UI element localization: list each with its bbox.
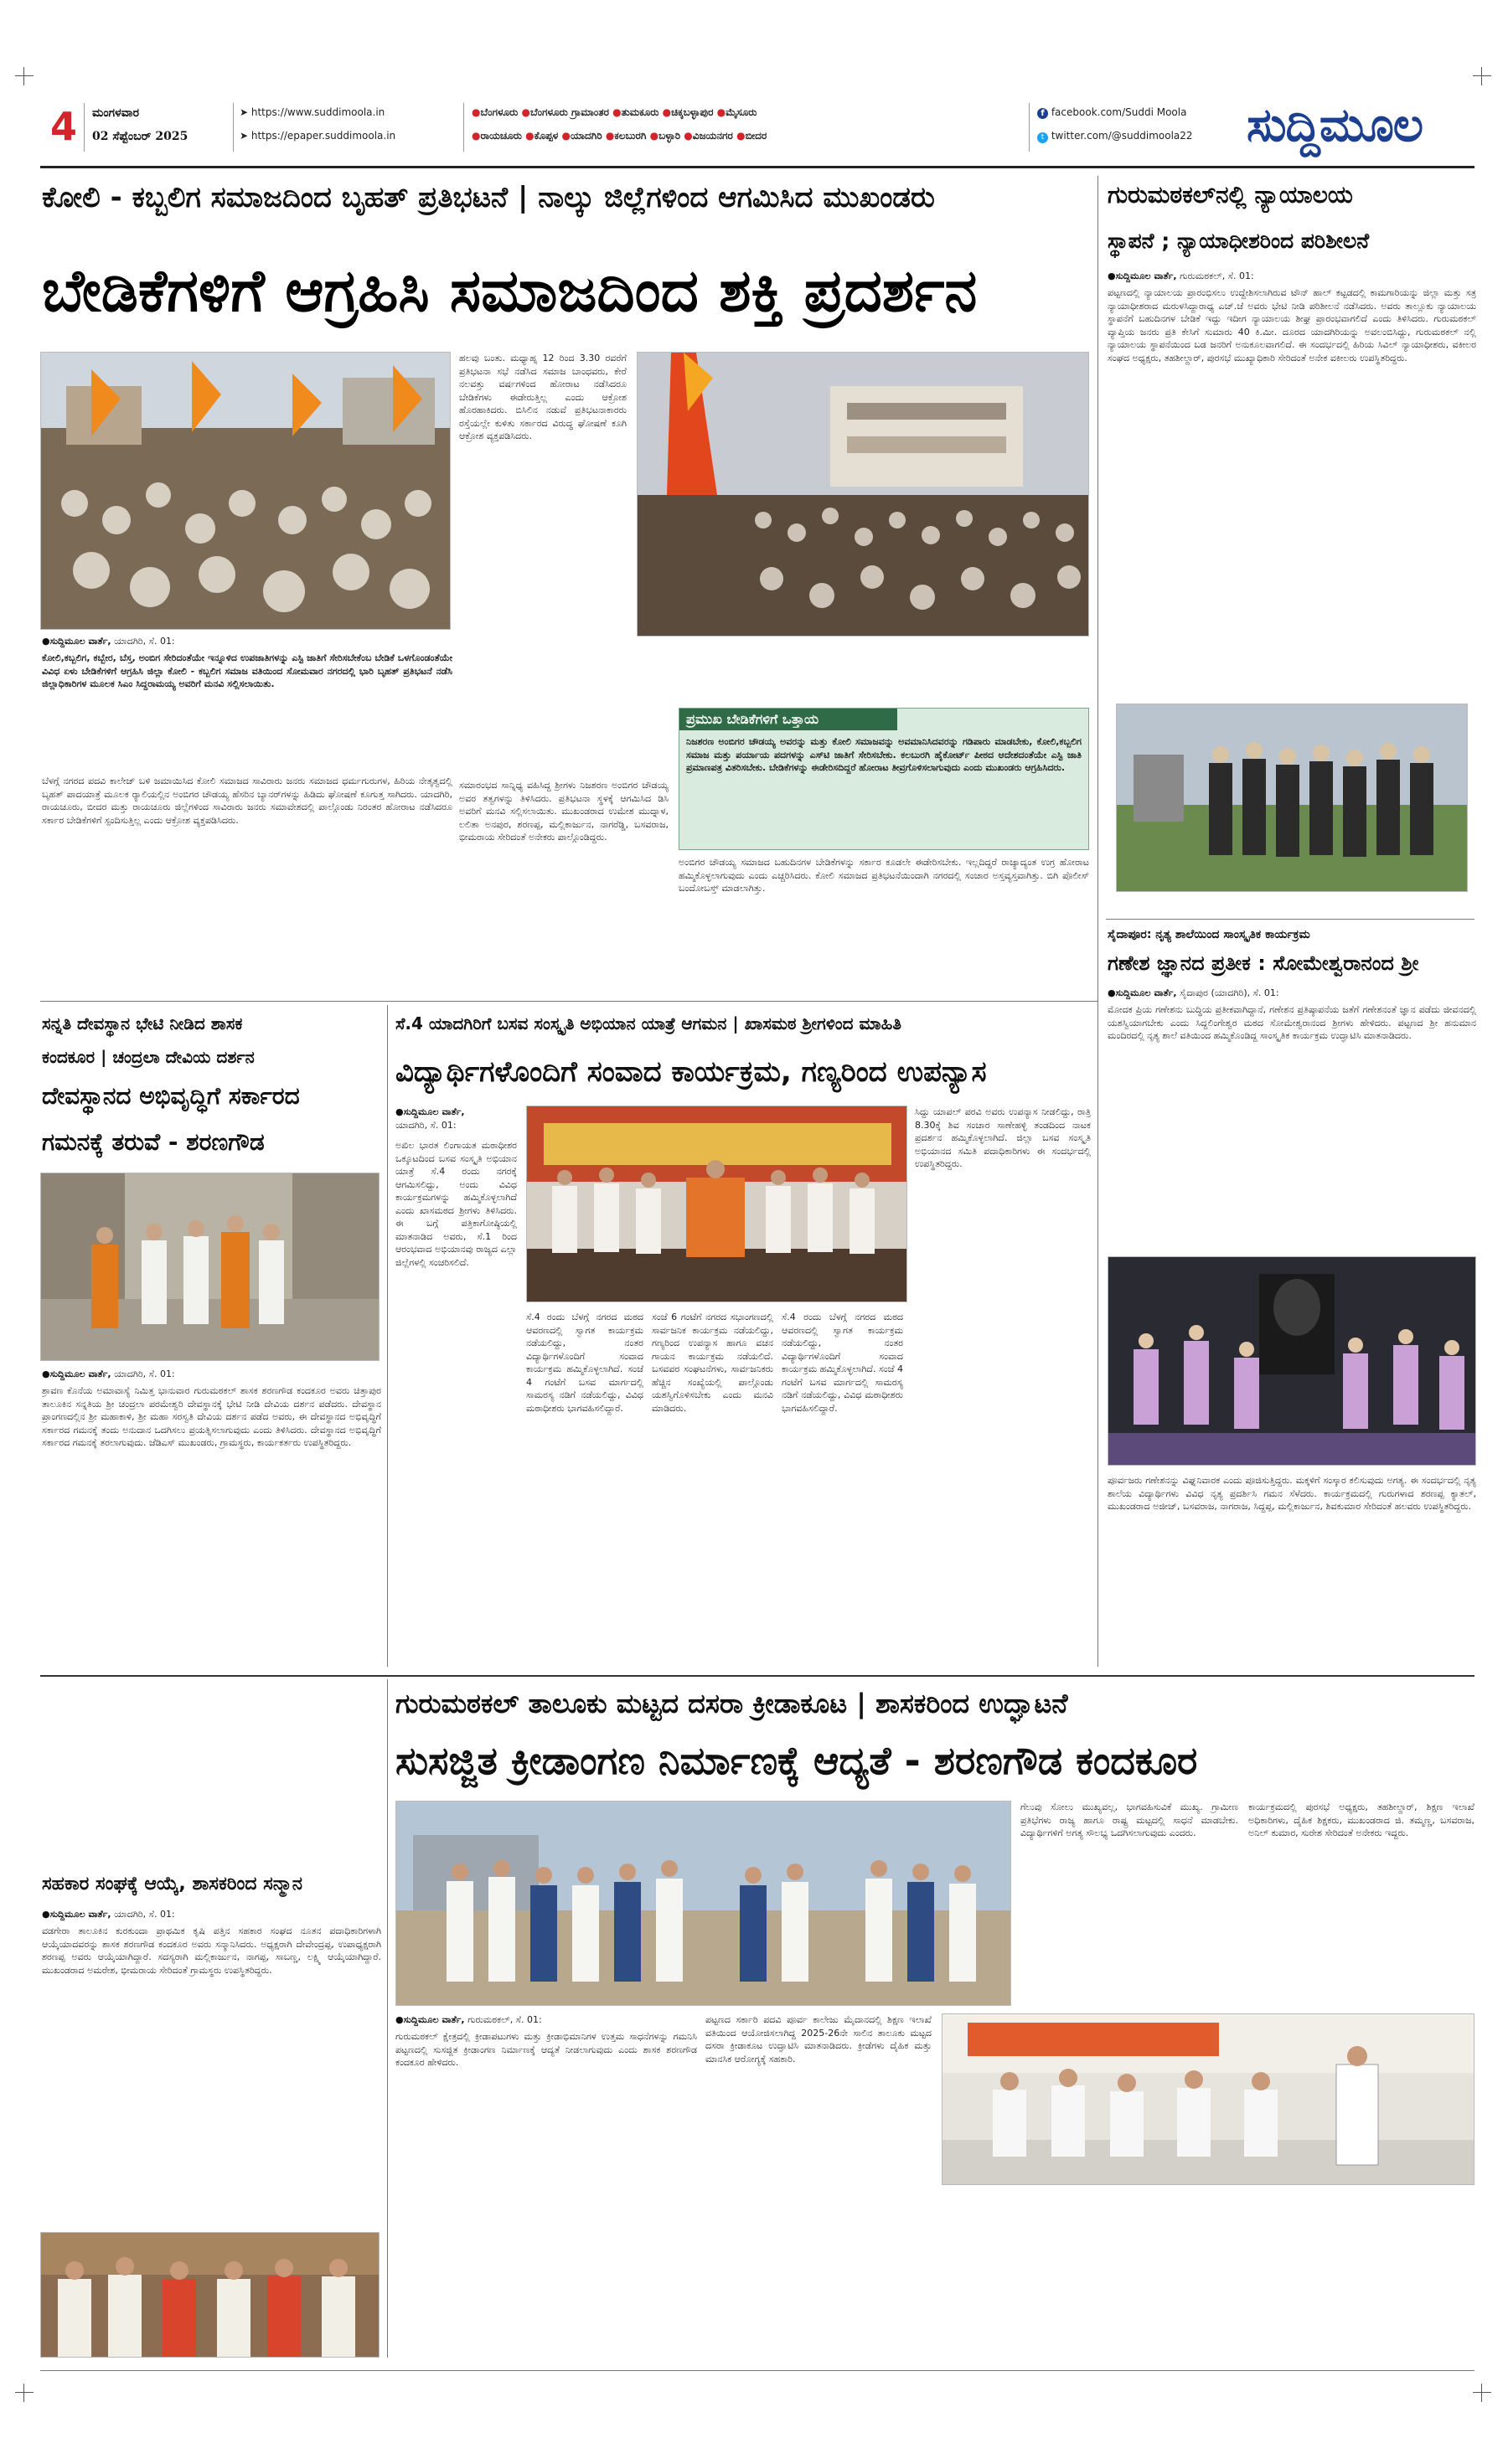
story5-kicker: ಸೆ.4 ಯಾದಗಿರಿಗೆ ಬಸವ ಸಂಸ್ಕೃತಿ ಅಭಿಯಾನ ಯಾತ್ರೆ ಆಗಮನ | ಖಾಸಮಠ ಶ್ರೀಗಳಿಂದ ಮಾಹಿತಿ (395, 1013, 901, 1034)
story5-body-col4: ಸಿದ್ದು ಯಾಪಲ್ ಪರವಿ ಅವರು ಉಪನ್ಯಾಸ ನೀಡಲಿದ್ದು, ರಾತ್ರಿ 8.30ಕ್ಕೆ ಶಿವ ಸಂಚಾರ ಸಾಣೇಹಳ್ಳಿ ತಂಡದಿಂದ ನಾಟಕ ಪ್ರದರ್ಶನ ಹಮ್ಮಿಕೊಳ್ಳಲಾಗಿದೆ. ಜಿಲ್ಲಾ ಬಸವ ಸಂಸ್ಕೃತಿ ಅಭಿಯಾನದ ಸಮಿತಿ ಪದಾಧಿಕಾರಿಗಳು ಈ ಸಂದರ್ಭದಲ್ಲಿ ಉಪಸ್ಥಿತರಿದ್ದರು. (915, 1106, 1091, 1169)
nav-item-yadgir[interactable]: ಯಾದಗಿರಿ (570, 130, 602, 142)
nav-item-bengaluru-rural[interactable]: ಬೆಂಗಳೂರು ಗ್ರಾಮಾಂತರ (529, 106, 609, 118)
bottom-rule (40, 2370, 1474, 2371)
story1-body-col1: ಬೆಳಗ್ಗೆ ನಗರದ ಪದವಿ ಕಾಲೇಜ್ ಬಳಿ ಜಮಾಯಿಸಿದ ಕೋಲಿ ಸಮಾಜದ ಸಾವಿರಾರು ಜನರು ಸಮಾಜದ ಧರ್ಮಗುರುಗಳ, ಹಿರಿಯ ನೇತೃತ್ವದಲ್ಲಿ ಬೃಹತ್ ಪಾದಯಾತ್ರೆ ಮೂಲಕ ರ‍್ಯಾಲಿಯಲ್ಲಿನ ಅಂಬಿಗರ ಚೌಡಯ್ಯ ಹೆಸರಿನ ಬ್ಯಾನರ್‌ಗಳನ್ನು ಹಿಡಿದು ಘೋಷಣೆ ಕೂಗುತ್ತ ಸಾಗಿದರು. ಯಾದಗಿರಿ, ರಾಯಚೂರು, ಬೀದರ ಮತ್ತು ರಾಯಚೂರು ಜಿಲ್ಲೆಗಳಿಂದ ಸಾವಿರಾರು ಜನರು ಸಮಾವೇಶದಲ್ಲಿ ಪಾಲ್ಗೊಂಡು ನಿರಂತರ ಹೋರಾಟ ನಡೆಸಿದರೂ ಸರ್ಕಾರ ಬೇಡಿಕೆಗಳಿಗೆ ಸ್ಪಂದಿಸುತ್ತಿಲ್ಲ ಎಂದು ಆಕ್ರೋಶ ವ್ಯಕ್ತಪಡಿಸಿದರು. (42, 776, 452, 826)
story4-kicker-line2: ಕಂದಕೂರ | ಚಂದ್ರಲಾ ದೇವಿಯ ದರ್ಶನ (42, 1047, 255, 1067)
section-rule (40, 1675, 1474, 1677)
story3-byline: ●ಸುದ್ದಿಮೂಲ ವಾರ್ತೆ, ಸೈದಾಪುರ (ಯಾದಗಿರಿ), ಸೆ. 01: (1108, 987, 1279, 998)
story1-demands-box (679, 708, 1089, 850)
nav-item-koppal[interactable]: ಕೊಪ್ಪಳ (534, 130, 559, 142)
story2-headline-line1: ಗುರುಮಠಕಲ್‌ನಲ್ಲಿ ನ್ಯಾಯಾಲಯ (1108, 181, 1353, 209)
story7-body: ವಡಗೇರಾ ತಾಲೂಕಿನ ಕುರಕುಂದಾ ಪ್ರಾಥಮಿಕ ಕೃಷಿ ಪತ್ತಿನ ಸಹಕಾರ ಸಂಘದ ನೂತನ ಪದಾಧಿಕಾರಿಗಳಾಗಿ ಆಯ್ಕೆಯಾದವರನ್ನು ಶಾಸಕ ಶರಣಗೌಡ ಕಂದಕೂರ ಅವರು ಸನ್ಮಾನಿಸಿದರು. ಅಧ್ಯಕ್ಷರಾಗಿ ದೇವೇಂದ್ರಪ್ಪ, ಉಪಾಧ್ಯಕ್ಷರಾಗಿ ಶರಣಪ್ಪ ಅವರು ಆಯ್ಕೆಯಾಗಿದ್ದಾರೆ. ಸದಸ್ಯರಾಗಿ ಮಲ್ಲಿಕಾರ್ಜುನ, ನಾಗಪ್ಪ, ಸಾಬಣ್ಣ, ಲಕ್ಷ್ಮಿ ಆಯ್ಕೆಯಾಗಿದ್ದಾರೆ. ಮುಖಂಡರಾದ ಅಮರೇಶ, ಭೀಮರಾಯ ಸೇರಿದಂತೆ ಗ್ರಾಮಸ್ಥರು ಉಪಸ್ಥಿತರಿದ್ದರು. (42, 1925, 381, 1976)
temple-visit-image (41, 1173, 380, 1361)
story5-body-col2: ಸೆ.4 ರಂದು ಬೆಳಗ್ಗೆ ನಗರದ ಮಠದ ಆವರಣದಲ್ಲಿ ಸ್ವಾಗತ ಕಾರ್ಯಕ್ರಮ ನಡೆಯಲಿದ್ದು, ನಂತರ ವಿದ್ಯಾರ್ಥಿಗಳೊಂದಿಗೆ ಸಂವಾದ ಕಾರ್ಯಕ್ರಮ ಹಮ್ಮಿಕೊಳ್ಳಲಾಗಿದೆ. ಸಂಜೆ 4 ಗಂಟೆಗೆ ಬಸವ ಮಾರ್ಗದಲ್ಲಿ ಸಾಮರಸ್ಯ ನಡಿಗೆ ನಡೆಯಲಿದ್ದು, ವಿವಿಧ ಮಠಾಧೀಶರು ಭಾಗವಹಿಸಲಿದ್ದಾರೆ. (526, 1312, 643, 1414)
website-link[interactable]: ➤ https://www.suddimoola.in (240, 106, 385, 118)
section-rule (40, 1001, 1097, 1002)
column-rule (1097, 176, 1098, 1667)
story3-body-top: ಮೋದಕ ಪ್ರಿಯ ಗಣೇಶನು ಬುದ್ಧಿಯ ಪ್ರತೀಕವಾಗಿದ್ದಾನೆ, ಗಣೇಶನ ಪ್ರತಿಷ್ಠಾಪನೆಯ ಜತೆಗೆ ಗಣೇಶನಂತೆ ಜ್ಞಾನ ಪಡೆದು ಜೀವನದಲ್ಲಿ ಯಶಸ್ವಿಯಾಗಬೇಕು ಎಂದು ಸಿದ್ದಲಿಂಗೇಶ್ವರ ಮಠದ ಸೋಮೇಶ್ವರಾನಂದ ಶ್ರೀಗಳು ಹೇಳಿದರು. ಪಟ್ಟಣದ ಶ್ರೀ ಹನುಮಾನ ಮಂದಿರದಲ್ಲಿ ನೃತ್ಯ ಶಾಲೆ ವತಿಯಿಂದ ಹಮ್ಮಿಕೊಂಡಿದ್ದ ಸಾಂಸ್ಕೃತಿಕ ಕಾರ್ಯಕ್ರಮ ಉದ್ಘಾಟಿಸಿ ಮಾತನಾಡಿದರು. (1108, 1004, 1476, 1041)
story7-byline: ●ಸುದ್ದಿಮೂಲ ವಾರ್ತೆ, ಯಾದಗಿರಿ, ಸೆ. 01: (42, 1909, 175, 1920)
page-number: 4 (50, 104, 78, 149)
story5-headline: ವಿದ್ಯಾರ್ಥಿಗಳೊಂದಿಗೆ ಸಂವಾದ ಕಾರ್ಯಕ್ರಮ, ಗಣ್ಯರಿಂದ ಉಪನ್ಯಾಸ (395, 1055, 987, 1089)
story2-headline-line2: ಸ್ಥಾಪನೆ ; ನ್ಯಾಯಾಧೀಶರಿಂದ ಪರಿಶೀಲನೆ (1108, 229, 1370, 253)
masthead-divider (1029, 103, 1030, 152)
story6-byline: ●ಸುದ್ದಿಮೂಲ ವಾರ್ತೆ, ಗುರುಮಠಕಲ್, ಸೆ. 01: (395, 2014, 542, 2025)
story2-body: ಪಟ್ಟಣದಲ್ಲಿ ನ್ಯಾಯಾಲಯ ಪ್ರಾರಂಭಿಸಲು ಉದ್ದೇಶಿಸಲಾಗಿರುವ ಟೌನ್ ಹಾಲ್ ಕಟ್ಟಡದಲ್ಲಿ ಕಾಮಗಾರಿಯನ್ನು ಜಿಲ್ಲಾ ಮತ್ತು ಸತ್ರ ನ್ಯಾಯಾಧೀಶರಾದ ಮರುಳಸಿದ್ದಾರಾಧ್ಯ ಎಚ್.ಜೆ ಅವರು ಭೇಟಿ ನೀಡಿ ಪರಿಶೀಲನೆ ನಡೆಸಿದರು. ಅವರು ತಾಲ್ಲೂಕು ನ್ಯಾಯಾಲಯ ಸ್ಥಾಪನೆಗೆ ಬಹುದಿನಗಳ ಬೇಡಿಕೆ ಇದ್ದು ಇದೀಗ ನ್ಯಾಯಾಲಯ ಶೀಘ್ರ ಪ್ರಾರಂಭವಾಗಲಿದೆ ಎಂದು ತಿಳಿಸಿದರು. ಗುರುಮಠಕಲ್ ವ್ಯಾಪ್ತಿಯ ಜನರು ಪ್ರತಿ ಕೇಸಿಗೆ ಸುಮಾರು 40 ಕಿ.ಮೀ. ದೂರದ ಯಾದಗಿರಿಯನ್ನು ಅವಲಂಬಿಸಿದ್ದು, ಗುರುಮಠಕಲ್ ನಲ್ಲಿ ನ್ಯಾಯಾಲಯ ಸ್ಥಾಪನೆಯಿಂದ ಬಡ ಜನರಿಗೆ ಅನುಕೂಲವಾಗಲಿದೆ. ಈ ಸಂದರ್ಭದಲ್ಲಿ ಹಿರಿಯ ಸಿವಿಲ್ ನ್ಯಾಯಾಧೀಶರು, ವಕೀಲರ ಸಂಘದ ಅಧ್ಯಕ್ಷರು, ತಹಶೀಲ್ದಾರ್, ಪುರಸಭೆ ಮುಖ್ಯಾಧಿಕಾರಿ ಸೇರಿದಂತೆ ಅನೇಕ ವಕೀಲರು ಉಪಸ್ಥಿತರಿದ್ದರು. (1108, 287, 1476, 363)
arrow-icon: ➤ (240, 106, 251, 118)
story5-body-col3: ಸಂಜೆ 6 ಗಂಟೆಗೆ ನಗರದ ಸಭಾಂಗಣದಲ್ಲಿ ಸಾರ್ವಜನಿಕ ಕಾರ್ಯಕ್ರಮ ನಡೆಯಲಿದ್ದು, ಗಣ್ಯರಿಂದ ಉಪನ್ಯಾಸ ಹಾಗೂ ವಚನ ಗಾಯನ ಕಾರ್ಯಕ್ರಮ ನಡೆಯಲಿದೆ. ಬಸವಪರ ಸಂಘಟನೆಗಳು, ಸಾರ್ವಜನಿಕರು ಹೆಚ್ಚಿನ ಸಂಖ್ಯೆಯಲ್ಲಿ ಪಾಲ್ಗೊಂಡು ಯಶಸ್ವಿಗೊಳಿಸಬೇಕು ಎಂದು ಮನವಿ ಮಾಡಿದರು. (652, 1312, 773, 1414)
story1-body-col2: ಹಲವು ಬಂತು. ಮಧ್ಯಾಹ್ನ 12 ರಿಂದ 3.30 ರವರೆಗೆ ಪ್ರತಿಭಟನಾ ಸಭೆ ನಡೆಸಿದ ಸಮಾಜ ಬಾಂಧವರು, ಕೇರೆ ನಲವತ್ತು ವರ್ಷಗಳಿಂದ ಹೋರಾಟ ನಡೆಸಿದರೂ ಬೇಡಿಕೆಗಳು ಈಡೇರುತ್ತಿಲ್ಲ ಎಂದು ಆಕ್ರೋಶ ಹೊರಹಾಕಿದರು. ಬಿಸಿಲಿನ ನಡುವೆ ಪ್ರತಿಭಟನಾಕಾರರು ರಸ್ತೆಯಲ್ಲೇ ಕುಳಿತು ಸರ್ಕಾರದ ವಿರುದ್ಧ ಘೋಷಣೆ ಕೂಗಿ ಆಕ್ರೋಶ ವ್ಯಕ್ತಪಡಿಸಿದರು. (459, 353, 627, 441)
stage-event-image (942, 2014, 1474, 2185)
story6-body-col3: ಗೆಲುವು ಸೋಲು ಮುಖ್ಯವಲ್ಲ, ಭಾಗವಹಿಸುವಿಕೆ ಮುಖ್ಯ. ಗ್ರಾಮೀಣ ಪ್ರತಿಭೆಗಳು ರಾಜ್ಯ ಹಾಗೂ ರಾಷ್ಟ್ರ ಮಟ್ಟದಲ್ಲಿ ಸಾಧನೆ ಮಾಡಬೇಕು. ವಿದ್ಯಾರ್ಥಿಗಳಿಗೆ ಅಗತ್ಯ ಸೌಲಭ್ಯ ಒದಗಿಸಲಾಗುವುದು ಎಂದರು. (1020, 1802, 1238, 1838)
story4-kicker-line1: ಸನ್ನತಿ ದೇವಸ್ಥಾನ ಭೇಟಿ ನೀಡಿದ ಶಾಸಕ (42, 1013, 243, 1034)
story7-headline: ಸಹಕಾರ ಸಂಘಕ್ಕೆ ಆಯ್ಕೆ, ಶಾಸಕರಿಂದ ಸನ್ಮಾನ (42, 1874, 302, 1894)
story1-body-col4: ಅಂಬಿಗರ ಚೌಡಯ್ಯ ಸಮಾಜದ ಬಹುದಿನಗಳ ಬೇಡಿಕೆಗಳನ್ನು ಸರ್ಕಾರ ಕೂಡಲೇ ಈಡೇರಿಸಬೇಕು. ಇಲ್ಲದಿದ್ದರೆ ರಾಜ್ಯಾದ್ಯಂತ ಉಗ್ರ ಹೋರಾಟ ಹಮ್ಮಿಕೊಳ್ಳಲಾಗುವುದು ಎಂದು ಎಚ್ಚರಿಸಿದರು. ಕೋಲಿ ಸಮಾಜದ ಪ್ರತಿಭಟನೆಯಿಂದಾಗಿ ನಗರದಲ್ಲಿ ಸಂಚಾರ ಅಸ್ತವ್ಯಸ್ತವಾಗಿತ್ತು. ಬಿಗಿ ಪೊಲೀಸ್ ಬಂದೋಬಸ್ತ್ ಮಾಡಲಾಗಿತ್ತು. (679, 857, 1089, 894)
press-meet-image (527, 1106, 907, 1302)
nav-item-kalaburagi[interactable]: ಕಲಬುರಗಿ (614, 130, 647, 142)
story1-byline: ●ಸುದ್ದಿಮೂಲ ವಾರ್ತೆ, ಯಾದಗಿರಿ, ಸೆ. 01: (42, 636, 175, 647)
story5-body-col3b: ಸೆ.4 ರಂದು ಬೆಳಗ್ಗೆ ನಗರದ ಮಠದ ಆವರಣದಲ್ಲಿ ಸ್ವಾಗತ ಕಾರ್ಯಕ್ರಮ ನಡೆಯಲಿದ್ದು, ನಂತರ ವಿದ್ಯಾರ್ಥಿಗಳೊಂದಿಗೆ ಸಂವಾದ ಕಾರ್ಯಕ್ರಮ ಹಮ್ಮಿಕೊಳ್ಳಲಾಗಿದೆ. ಸಂಜೆ 4 ಗಂಟೆಗೆ ಬಸವ ಮಾರ್ಗದಲ್ಲಿ ಸಾಮರಸ್ಯ ನಡಿಗೆ ನಡೆಯಲಿದ್ದು, ವಿವಿಧ ಮಠಾಧೀಶರು ಭಾಗವಹಿಸಲಿದ್ದಾರೆ. (782, 1312, 903, 1414)
story6-photo-stage (942, 2013, 1474, 2185)
nav-item-ballari[interactable]: ಬಳ್ಳಾರಿ (658, 130, 681, 142)
story1-photo-street (637, 352, 1089, 637)
issue-date: 02 ಸೆಪ್ಟೆಂಬರ್ 2025 (92, 130, 188, 143)
story6-kicker: ಗುರುಮಠಕಲ್ ತಾಲೂಕು ಮಟ್ಟದ ದಸರಾ ಕ್ರೀಡಾಕೂಟ | ಶಾಸಕರಿಂದ ಉದ್ಘಾಟನೆ (395, 1688, 1068, 1719)
column-rule (387, 1005, 388, 1667)
story6-body-col4: ಕಾರ್ಯಕ್ರಮದಲ್ಲಿ ಪುರಸಭೆ ಅಧ್ಯಕ್ಷರು, ತಹಶೀಲ್ದಾರ್, ಶಿಕ್ಷಣ ಇಲಾಖೆ ಅಧಿಕಾರಿಗಳು, ದೈಹಿಕ ಶಿಕ್ಷಕರು, ಮುಖಂಡರಾದ ಜಿ. ತಮ್ಮಣ್ಣ, ಬಸವರಾಜ, ಅನಿಲ್ ಕುಮಾರ, ಸುರೇಶ ಸೇರಿದಂತೆ ಅನೇಕರು ಇದ್ದರು. (1248, 1802, 1474, 1838)
crop-mark-bottom-right (1473, 2384, 1491, 2402)
story1-headline: ಬೇಡಿಕೆಗಳಿಗೆ ಆಗ್ರಹಿಸಿ ಸಮಾಜದಿಂದ ಶಕ್ತಿ ಪ್ರದರ್ಶನ (42, 256, 978, 325)
district-nav-row2: ●ರಾಯಚೂರು ●ಕೊಪ್ಪಳ ●ಯಾದಗಿರಿ ●ಕಲಬುರಗಿ ●ಬಳ್ಳಾರಿ ●ವಿಜಯನಗರ ●ಬೀದರ (472, 130, 767, 142)
story5-byline: ●ಸುದ್ದಿಮೂಲ ವಾರ್ತೆ, ಯಾದಗಿರಿ, ಸೆ. 01: (395, 1106, 465, 1131)
story2-byline: ●ಸುದ್ದಿಮೂಲ ವಾರ್ತೆ, ಗುರುಮಠಕಲ್, ಸೆ. 01: (1108, 271, 1254, 281)
nav-item-chikkaballapur[interactable]: ಚಿಕ್ಕಬಳ್ಳಾಪುರ (671, 106, 714, 118)
twitter-link[interactable]: t twitter.com/@suddimoola22 (1037, 130, 1193, 143)
epaper-link[interactable]: ➤ https://epaper.suddimoola.in (240, 130, 396, 142)
nav-item-raichur[interactable]: ರಾಯಚೂರು (480, 130, 522, 142)
twitter-icon: t (1037, 132, 1048, 143)
newspaper-logo: ಸುದ್ದಿಮೂಲ (1247, 98, 1423, 152)
story6-photo-main (395, 1801, 1011, 2006)
story3-kicker: ಸೈದಾಪೂರ: ನೃತ್ಯ ಶಾಲೆಯಿಂದ ಸಾಂಸ್ಕೃತಿಕ ಕಾರ್ಯಕ್ರಮ (1108, 928, 1310, 941)
crowd-image (41, 353, 451, 630)
crop-mark-top-left (15, 67, 34, 85)
story5-photo (526, 1106, 907, 1302)
issue-day: ಮಂಗಳವಾರ (92, 106, 140, 120)
arrow-icon: ➤ (240, 130, 251, 142)
masthead-divider (463, 103, 464, 152)
story7-photo (40, 2232, 380, 2358)
story5-body-col1: ಅಖಿಲ ಭಾರತ ಲಿಂಗಾಯತ ಮಠಾಧೀಶರ ಒಕ್ಕೂಟದಿಂದ ಬಸವ ಸಂಸ್ಕೃತಿ ಅಭಿಯಾನ ಯಾತ್ರೆ ಸೆ.4 ರಂದು ನಗರಕ್ಕೆ ಆಗಮಿಸಲಿದ್ದು, ಅಂದು ವಿವಿಧ ಕಾರ್ಯಕ್ರಮಗಳನ್ನು ಹಮ್ಮಿಕೊಳ್ಳಲಾಗಿದೆ ಎಂದು ಖಾಸಮಠದ ಶ್ರೀಗಳು ತಿಳಿಸಿದರು. ಈ ಬಗ್ಗೆ ಪತ್ರಿಕಾಗೋಷ್ಠಿಯಲ್ಲಿ ಮಾತನಾಡಿದ ಅವರು, ಸೆ.1 ರಿಂದ ಆರಂಭವಾದ ಅಭಿಯಾನವು ರಾಜ್ಯದ ಎಲ್ಲಾ ಜಿಲ್ಲೆಗಳಲ್ಲಿ ಸಂಚರಿಸಲಿದೆ. (395, 1140, 517, 1268)
sports-meet-image (396, 1802, 1011, 2006)
story3-body-bottom: ಪೂರ್ವಜರು ಗಣೇಶನನ್ನು ವಿಘ್ನನಿವಾರಕ ಎಂದು ಪೂಜಿಸುತ್ತಿದ್ದರು. ಮಕ್ಕಳಿಗೆ ಸಂಸ್ಕಾರ ಕಲಿಸುವುದು ಅಗತ್ಯ. ಈ ಸಂದರ್ಭದಲ್ಲಿ ನೃತ್ಯ ಶಾಲೆಯ ವಿದ್ಯಾರ್ಥಿಗಳು ವಿವಿಧ ನೃತ್ಯ ಪ್ರದರ್ಶಿಸಿ ಗಮನ ಸೆಳೆದರು. ಕಾರ್ಯಕ್ರಮದಲ್ಲಿ ಗುರುಗಳಾದ ಶರಣಪ್ಪ ಕ್ಯಾತಲ್, ಮುಖಂಡರಾದ ಅಜೀಜ್, ಬಸವರಾಜ, ನಾಗರಾಜ, ಸಿದ್ದಪ್ಪ, ಮಲ್ಲಿಕಾರ್ಜುನ, ಶಿವಕುಮಾರ ಸೇರಿದಂತೆ ಹಲವರು ಉಪಸ್ಥಿತರಿದ್ದರು. (1108, 1475, 1476, 1512)
story1-lead: ಕೋಲಿ,ಕಬ್ಬಲಿಗ, ಕಬ್ಬೇರ, ಬೆಸ್ತ, ಅಂಬಿಗ ಸೇರಿದಂತೆಯೇ ಇನ್ನೂಳಿದ ಉಪಜಾತಿಗಳನ್ನು ಎಸ್ಟಿ ಜಾತಿಗೆ ಸೇರಿಸಬೇಕೆಂಬ ಬೇಡಿಕೆ ಒಳಗೊಂಡಂತೆಯೇ ವಿವಿಧ ಏಳು ಬೇಡಿಕೆಗಳಿಗೆ ಆಗ್ರಹಿಸಿ ಜಿಲ್ಲಾ ಕೋಲಿ - ಕಬ್ಬಲಿಗ ಸಮಾಜ ವತಿಯಿಂದ ಸೋಮವಾರ ನಗರದಲ್ಲಿ ಭಾರಿ ಬೃಹತ್ ಪ್ರತಿಭಟನೆ ನಡೆಸಿ ಜಿಲ್ಲಾಧಿಕಾರಿಗಳ ಮೂಲಕ ಸಿಎಂ ಸಿದ್ದರಾಮಯ್ಯ ಅವರಿಗೆ ಮನವಿ ಸಲ್ಲಿಸಲಾಯಿತು. (42, 652, 452, 689)
story4-body: ಶ್ರಾವಣ ಕೊನೆಯ ಅಮಾವಾಸ್ಯೆ ನಿಮಿತ್ತ ಭಾನುವಾರ ಗುರುಮಠಕಲ್ ಶಾಸಕ ಶರಣಗೌಡ ಕಂದಕೂರ ಅವರು ಚಿತ್ತಾಪುರ ತಾಲೂಕಿನ ಸನ್ನತಿಯ ಶ್ರೀ ಚಂದ್ರಲಾ ಪರಮೇಶ್ವರಿ ದೇವಸ್ಥಾನಕ್ಕೆ ಭೇಟಿ ನೀಡಿ ದೇವಿಯ ದರ್ಶನ ಪಡೆದರು. ದೇವಸ್ಥಾನ ಪ್ರಾಂಗಣದಲ್ಲಿನ ಶ್ರೀ ಮಹಾಕಾಳಿ, ಶ್ರೀ ಮಹಾ ಸರಸ್ವತಿ ದೇವಿಯ ದರ್ಶನ ಪಡೆದ ಅವರು, ಈ ದೇವಸ್ಥಾನದ ಅಭಿವೃದ್ಧಿಗೆ ಸರ್ಕಾರದ ಗಮನಕ್ಕೆ ತಂದು ಅನುದಾನ ಒದಗಿಸಲು ಪ್ರಯತ್ನಿಸಲಾಗುವುದು ಎಂದು ತಿಳಿಸಿದರು. ದೇವಸ್ಥಾನದ ಅಭಿವೃದ್ಧಿಗೆ ಸರ್ಕಾರದ ಗಮನಕ್ಕೆ ತರಲಾಗುವುದು. ಜೆಡಿಎಸ್ ಮುಖಂಡರು, ಗ್ರಾಮಸ್ಥರು, ಕಾರ್ಯಕರ್ತರು ಉಪಸ್ಥಿತರಿದ್ದರು. (42, 1385, 381, 1448)
facebook-icon: f (1037, 108, 1048, 119)
crop-mark-bottom-left (15, 2384, 34, 2402)
dance-program-image (1108, 1257, 1476, 1466)
nav-item-bidar[interactable]: ಬೀದರ (745, 130, 767, 142)
nav-item-mysuru[interactable]: ಮೈಸೂರು (726, 106, 757, 118)
section-rule (1106, 919, 1474, 920)
masthead (40, 96, 1481, 163)
column-rule (387, 1679, 388, 2358)
street-rally-image (638, 353, 1089, 637)
story1-kicker: ಕೋಲಿ - ಕಬ್ಬಲಿಗ ಸಮಾಜದಿಂದ ಬೃಹತ್ ಪ್ರತಿಭಟನೆ | ನಾಲ್ಕು ಜಿಲ್ಲೆಗಳಿಂದ ಆಗಮಿಸಿದ ಮುಖಂಡರು (42, 181, 935, 214)
story6-body-col2: ಪಟ್ಟಣದ ಸರ್ಕಾರಿ ಪದವಿ ಪೂರ್ವ ಕಾಲೇಜು ಮೈದಾನದಲ್ಲಿ ಶಿಕ್ಷಣ ಇಲಾಖೆ ವತಿಯಿಂದ ಆಯೋಜಿಸಲಾಗಿದ್ದ 2025-26ನೇ ಸಾಲಿನ ತಾಲೂಕು ಮಟ್ಟದ ದಸರಾ ಕ್ರೀಡಾಕೂಟ ಉದ್ಘಾಟಿಸಿ ಮಾತನಾಡಿದರು. ಕ್ರೀಡೆಗಳು ದೈಹಿಕ ಮತ್ತು ಮಾನಸಿಕ ಆರೋಗ್ಯಕ್ಕೆ ಸಹಕಾರಿ. (705, 2014, 932, 2065)
facebook-link[interactable]: f facebook.com/Suddi Moola (1037, 106, 1186, 119)
story1-body-col3: ಸಮಾರಂಭದ ಸಾನ್ನಿಧ್ಯ ವಹಿಸಿದ್ದ ಶ್ರೀಗಳು ನಿಜಶರಣ ಅಂಬಿಗರ ಚೌಡಯ್ಯ ಅವರ ತತ್ವಗಳನ್ನು ತಿಳಿಸಿದರು. ಪ್ರತಿಭಟನಾ ಸ್ಥಳಕ್ಕೆ ಆಗಮಿಸಿದ ಡಿಸಿ ಅವರಿಗೆ ಮನವಿ ಸಲ್ಲಿಸಲಾಯಿತು. ಮುಖಂಡರಾದ ಉಮೇಶ ಮುದ್ನಾಳ, ಲಲಿತಾ ಅನಪುರ, ಶರಣಪ್ಪ, ಮಲ್ಲಿಕಾರ್ಜುನ, ನಾಗರೆಡ್ಡಿ, ಬಸವರಾಜ, ಭೀಮರಾಯ ಸೇರಿದಂತೆ ಅನೇಕರು ಪಾಲ್ಗೊಂಡಿದ್ದರು. (459, 780, 669, 843)
demands-box-text: ನಿಜಶರಣ ಅಂಬಿಗರ ಚೌಡಯ್ಯ ಅವರನ್ನು ಮತ್ತು ಕೋಲಿ ಸಮಾಜವನ್ನು ಅವಮಾನಿಸಿದವರನ್ನು ಗಡಿಪಾರು ಮಾಡಬೇಕು, ಕೋಲಿ,ಕಬ್ಬಲಿಗ ಸಮಾಜ ಮತ್ತು ಪರ್ಯಾಯ ಪದಗಳನ್ನು ಎಸ್‌ಟಿ ಜಾತಿಗೆ ಸೇರಿಸಬೇಕು. ಕಲಬುರಗಿ ಹೈಕೋರ್ಟ್ ಪೀಠದ ಆದೇಶದಂತೆಯೇ ಎಸ್ಟಿ ಜಾತಿ ಪ್ರಮಾಣಪತ್ರ ವಿತರಿಸಬೇಕು. ಬೇಡಿಕೆಗಳನ್ನು ಈಡೇರಿಸದಿದ್ದರೆ ಹೋರಾಟ ತೀವ್ರಗೊಳಿಸಲಾಗುವುದು ಎಂದು ಮುಖಂಡರು ಆಗ್ರಹಿಸಿದರು. (686, 736, 1082, 773)
story4-photo (40, 1173, 380, 1361)
story4-headline-line2: ಗಮನಕ್ಕೆ ತರುವೆ - ಶರಣಗೌಡ (42, 1128, 265, 1156)
nav-item-bengaluru[interactable]: ಬೆಂಗಳೂರು (480, 106, 519, 118)
nav-item-tumakuru[interactable]: ತುಮಕೂರು (621, 106, 659, 118)
district-nav-row1: ●ಬೆಂಗಳೂರು ●ಬೆಂಗಳೂರು ಗ್ರಾಮಾಂತರ ●ತುಮಕೂರು ●ಚಿಕ್ಕಬಳ್ಳಾಪುರ ●ಮೈಸೂರು (472, 106, 757, 118)
story3-headline: ಗಣೇಶ ಜ್ಞಾನದ ಪ್ರತೀಕ : ಸೋಮೇಶ್ವರಾನಂದ ಶ್ರೀ (1108, 951, 1419, 975)
story6-body-col1: ಗುರುಮಠಕಲ್ ಕ್ಷೇತ್ರದಲ್ಲಿ ಕ್ರೀಡಾಪಟುಗಳು ಮತ್ತು ಕ್ರೀಡಾಭಿಮಾನಿಗಳ ಉತ್ತಮ ಸಾಧನೆಗಳನ್ನು ಗಮನಿಸಿ ಪಟ್ಟಣದಲ್ಲಿ ಸುಸಜ್ಜಿತ ಕ್ರೀಡಾಂಗಣ ನಿರ್ಮಾಣಕ್ಕೆ ಆದ್ಯತೆ ನೀಡಲಾಗುವುದು ಎಂದು ಶಾಸಕ ಶರಣಗೌಡ ಕಂದಕೂರ ಹೇಳಿದರು. (395, 2031, 697, 2068)
masthead-divider (84, 103, 85, 152)
felicitation-image (41, 2233, 380, 2358)
story6-headline: ಸುಸಜ್ಜಿತ ಕ್ರೀಡಾಂಗಣ ನಿರ್ಮಾಣಕ್ಕೆ ಆದ್ಯತೆ - ಶರಣಗೌಡ ಕಂದಕೂರ (395, 1738, 1198, 1783)
crop-mark-top-right (1473, 67, 1491, 85)
story3-photo (1108, 1256, 1476, 1466)
masthead-divider (233, 103, 234, 152)
nav-item-vijayanagara[interactable]: ವಿಜಯನಗರ (692, 130, 733, 142)
story4-byline: ●ಸುದ್ದಿಮೂಲ ವಾರ್ತೆ, ಯಾದಗಿರಿ, ಸೆ. 01: (42, 1369, 175, 1379)
story4-headline-line1: ದೇವಸ್ಥಾನದ ಅಭಿವೃದ್ಧಿಗೆ ಸರ್ಕಾರದ (42, 1082, 300, 1110)
masthead-rule (40, 166, 1474, 168)
demands-box-title: ಪ್ರಮುಖ ಬೇಡಿಕೆಗಳಿಗೆ ಒತ್ತಾಯ (679, 709, 897, 730)
court-visit-image (1117, 704, 1468, 892)
story2-photo (1116, 704, 1468, 892)
story1-photo-crowd (40, 352, 451, 630)
